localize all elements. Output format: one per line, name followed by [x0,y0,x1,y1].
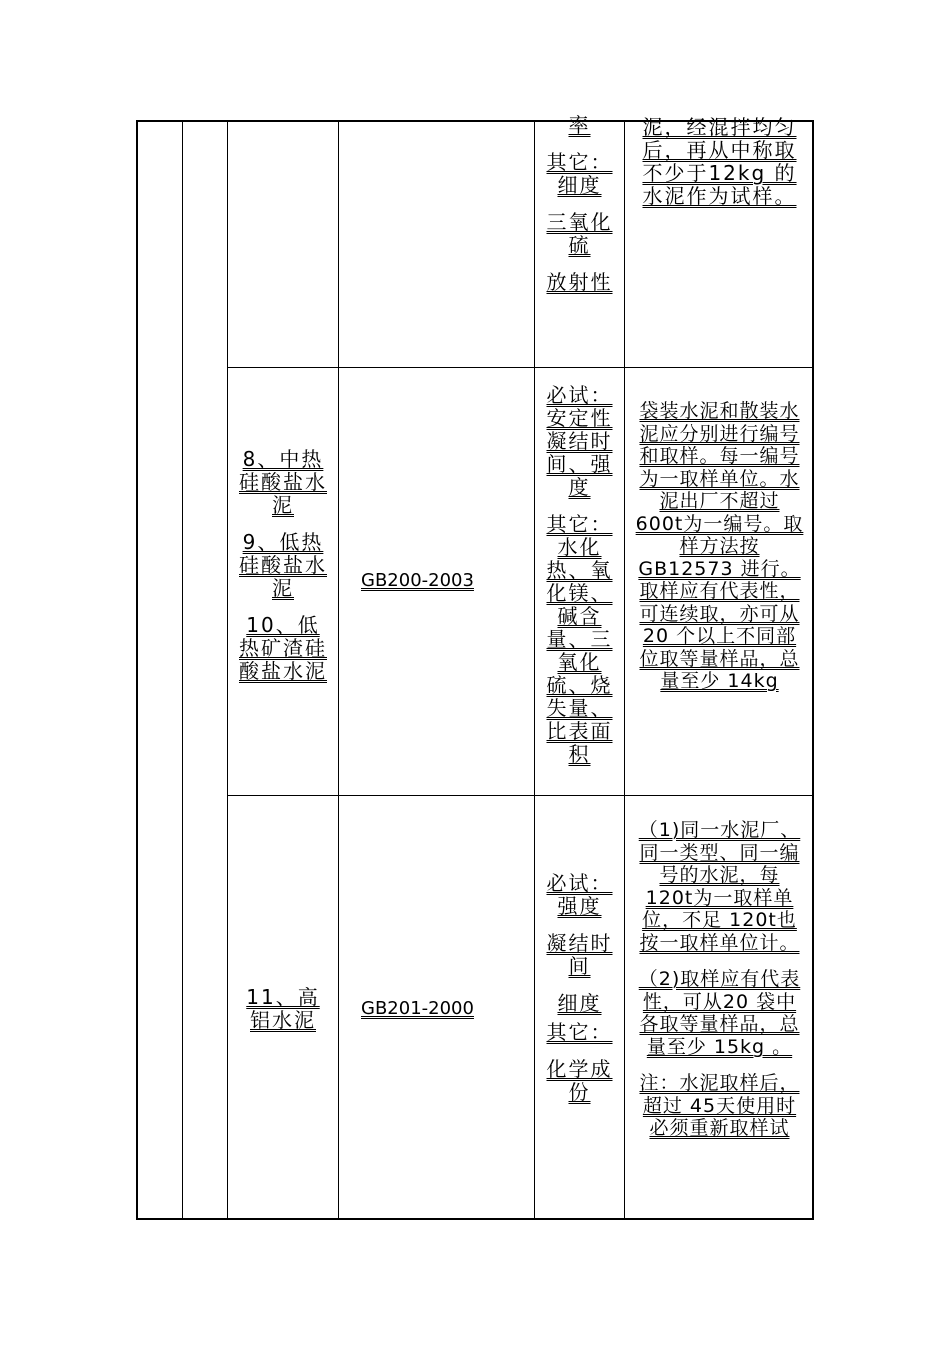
product-name: 9、低热硅酸盐水泥 [239,530,327,600]
test-item: 其它：细度 [546,150,613,197]
test-items-cell [535,114,624,364]
sampling-text: （1)同一水泥厂、同一类型、同一编号的水泥，每 120t为一取样单位，不足 120t也按一取样单位计。 [638,819,801,954]
standard-code: GB200-2003 [361,570,474,591]
test-item: 其它： [546,1020,613,1044]
product-name-cell [228,796,338,1220]
sampling-cell [625,116,814,366]
test-item: 其它：水化热、氧化镁、碱含量、三氧化硫、烧失量、比表面积 [546,512,613,766]
sampling-text: 袋装水泥和散装水泥应分别进行编号和取样。每一编号为一取样单位。水泥出厂不超过 600t为一编号。取样方法按GB12573 进行。取样应有代表性，可连续取，亦可从20 个以上不同部位取等量样品，总量至少 14kg [635,400,804,692]
test-item: 必试：强度 [546,872,613,918]
sampling-cell [625,400,814,795]
column-divider [182,122,183,1218]
test-items-cell [535,384,624,795]
test-item: 凝结时间 [546,931,613,978]
standard-cell [339,796,534,1220]
materials-table [136,114,814,1220]
test-item: 放射性 [546,270,613,294]
sampling-text: 泥，经混拌均匀后，再从中称取不少于12kg 的水泥作为试样。 [642,116,797,208]
test-item: 必试：安定性凝结时间、强度 [546,384,613,499]
standard-cell [339,368,534,795]
product-name: 8、中热硅酸盐水泥 [239,447,327,517]
test-items-cell [535,872,624,1220]
product-name: 10、低热矿渣硅酸盐水泥 [239,613,327,683]
test-item: 细度 [557,991,602,1015]
test-item: 三氧化硫 [546,210,613,257]
test-item: 化学成份 [546,1057,613,1104]
sampling-cell [625,819,814,1220]
sampling-note: 注：水泥取样后，超过 45天使用时必须重新取样试 [639,1072,800,1139]
test-item: 率 [568,114,591,137]
standard-code: GB201-2000 [361,998,474,1019]
sampling-text: （2)取样应有代表性，可从20 袋中各取等量样品，总量至少 15kg 。 [638,968,801,1058]
product-name-cell [228,368,338,795]
product-name: 11、高铝水泥 [246,985,320,1032]
